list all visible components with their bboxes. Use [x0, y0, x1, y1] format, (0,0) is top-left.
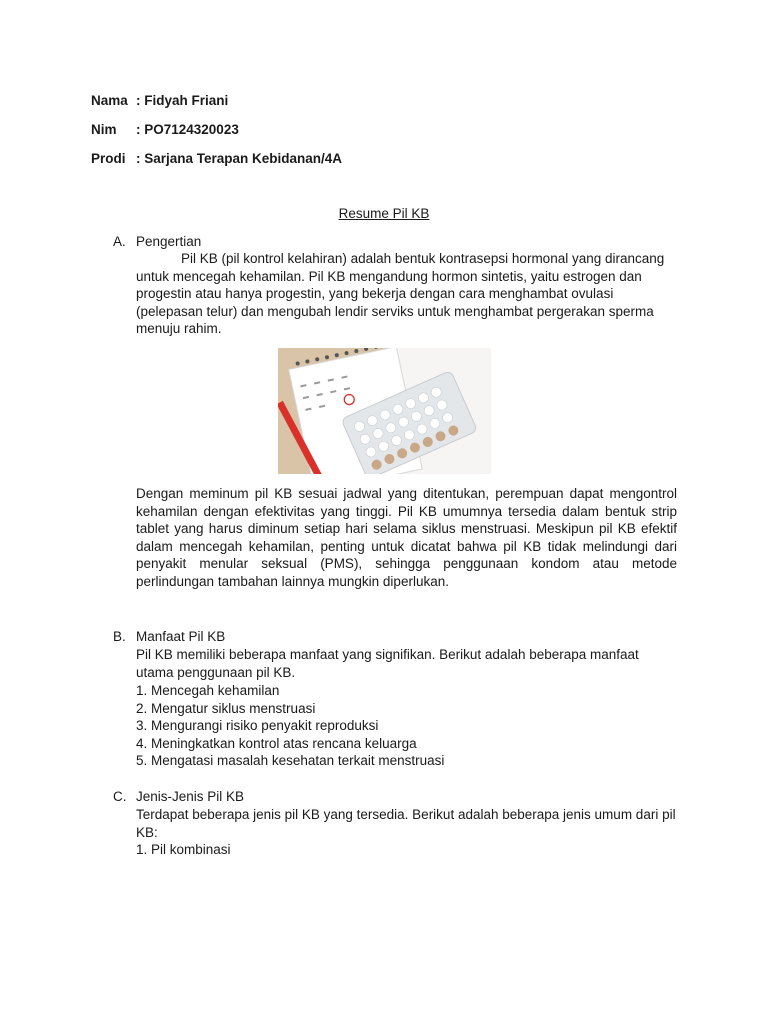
- list-item: 3. Mengurangi risiko penyakit reproduksi: [136, 718, 379, 734]
- section-a-letter: A.: [113, 234, 126, 249]
- nim-value: : PO7124320023: [136, 122, 239, 137]
- header-prodi: [91, 151, 342, 167]
- section-b-list: [136, 682, 444, 770]
- pill-calendar-illustration: [278, 348, 491, 474]
- section-c-intro: Terdapat beberapa jenis pil KB yang tersedia. Berikut adalah beberapa jenis umum dari pil KB:: [136, 807, 676, 840]
- section-c-heading: Jenis-Jenis Pil KB: [136, 789, 245, 804]
- list-item: 2. Mengatur siklus menstruasi: [136, 700, 316, 716]
- list-item: 1. Pil kombinasi: [136, 842, 231, 857]
- section-a-heading: Pengertian: [136, 234, 202, 249]
- section-b-letter: B.: [113, 629, 126, 644]
- pill-calendar-photo: [278, 348, 491, 474]
- prodi-label: Prodi: [91, 151, 126, 166]
- header-nim: [91, 122, 239, 138]
- section-c-list: [136, 841, 231, 859]
- list-item: 1. Mencegah kehamilan: [136, 683, 280, 698]
- section-a-paragraph-2: Dengan meminum pil KB sesuai jadwal yang ditentukan, perempuan dapat mengontrol kehamilan dengan efektivitas yang tinggi. Pil KB umumnya tersedia dalam bentuk strip tablet yang harus diminum setiap hari selama siklus menstruasi. Meskipun pil KB efektif dalam mencegah kehamilan, penting untuk dicatat bahwa pil KB tidak melindungi dari penyakit menular seksual (PMS), sehingga penggunaan kondom atau metode perlindungan tambahan lainnya mungkin diperlukan.: [136, 486, 677, 589]
- section-b-intro: Pil KB memiliki beberapa manfaat yang signifikan. Berikut adalah beberapa manfaat utama penggunaan pil KB.: [136, 647, 639, 680]
- prodi-value: : Sarjana Terapan Kebidanan/4A: [136, 151, 343, 166]
- header-nama: [91, 93, 228, 109]
- nim-label: Nim: [91, 122, 117, 137]
- nama-value: : Fidyah Friani: [136, 93, 229, 108]
- nama-label: Nama: [91, 93, 128, 108]
- section-a-paragraph-1: Pil KB (pil kontrol kelahiran) adalah bentuk kontrasepsi hormonal yang dirancang untuk mencegah kehamilan. Pil KB mengandung hormon sintetis, yaitu estrogen dan progestin atau hanya progestin, yang bekerja dengan cara menghambat ovulasi (pelepasan telur) dan mengubah lendir serviks untuk menghambat pergerakan sperma menuju rahim.: [136, 251, 665, 337]
- list-item: 4. Meningkatkan kontrol atas rencana keluarga: [136, 735, 417, 751]
- document-title: Resume Pil KB: [338, 206, 430, 221]
- section-b-heading: Manfaat Pil KB: [136, 629, 226, 644]
- list-item: 5. Mengatasi masalah kesehatan terkait menstruasi: [136, 753, 445, 769]
- section-c-letter: C.: [113, 789, 127, 804]
